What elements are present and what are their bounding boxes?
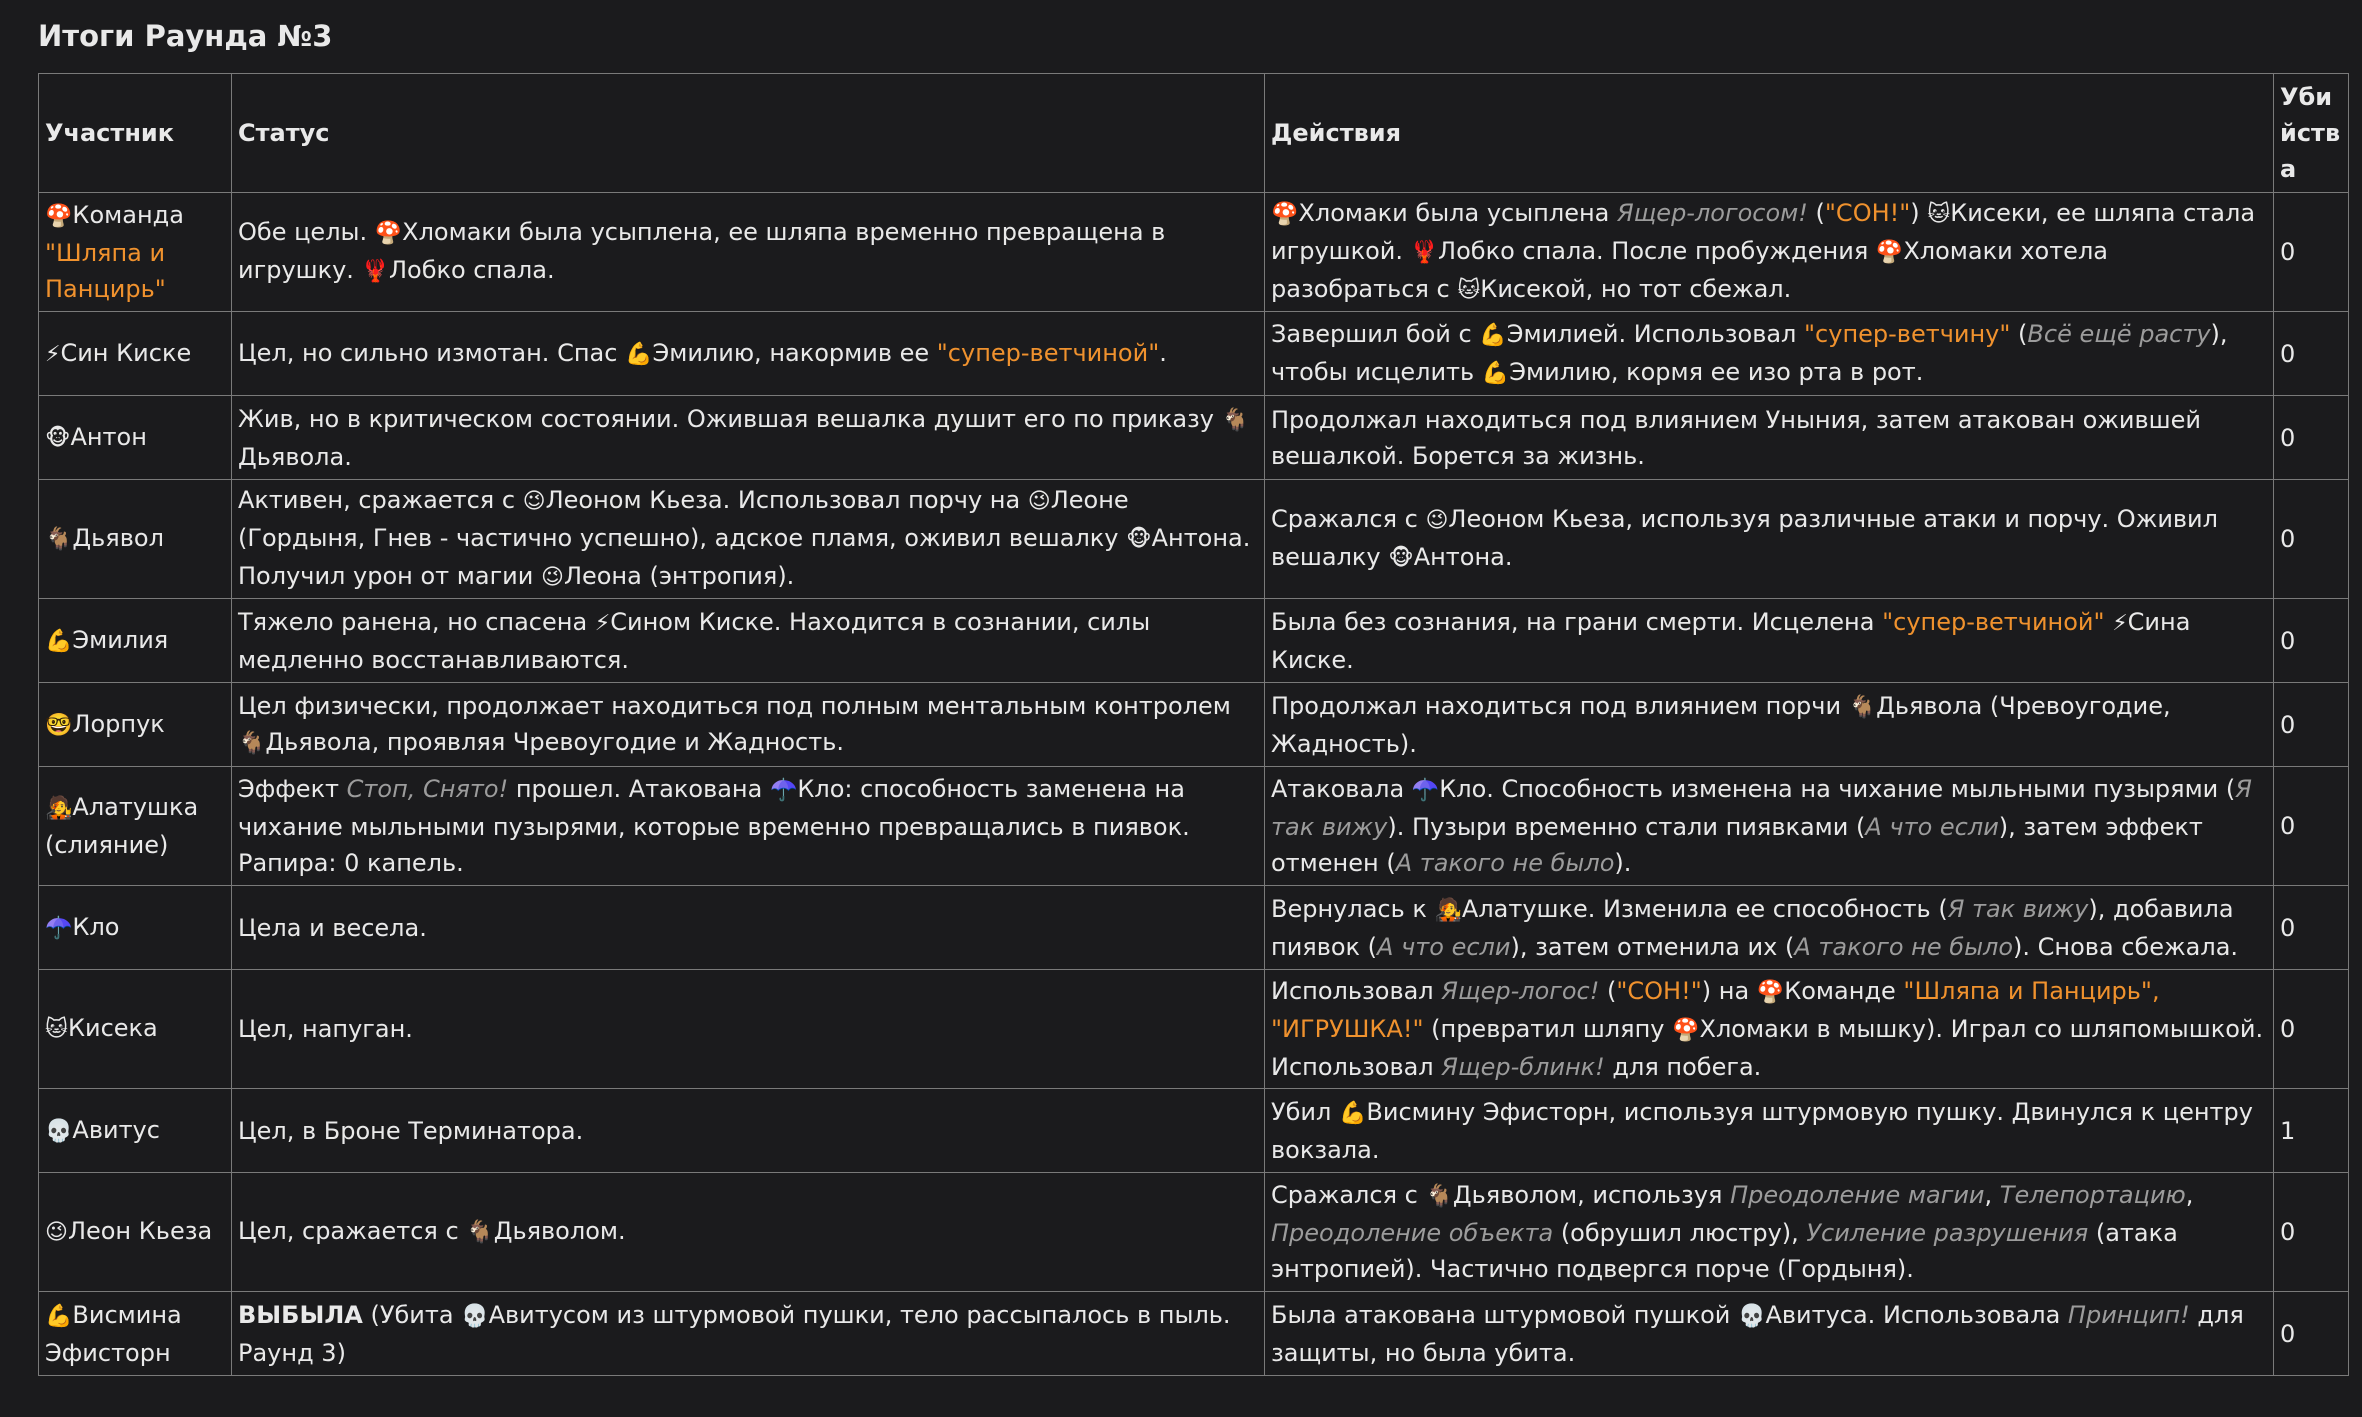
participant-cell: 🐐Дьявол (39, 480, 232, 599)
goat-icon: 🐐 (45, 527, 73, 552)
monkey-icon: 🐵 (1388, 546, 1414, 571)
participant-cell: ☂️Кло (39, 886, 232, 970)
actions-cell: Сражался с 😉Леоном Кьеза, используя различные атаки и порчу. Оживил вешалку 🐵Антона. (1265, 480, 2274, 599)
table-row (39, 599, 2349, 683)
kills-cell: 0 (2274, 396, 2349, 480)
status-cell: Обе целы. 🍄Хломаки была усыплена, ее шляпа временно превращена в игрушку. 🦞Лобко спала. (232, 193, 1265, 312)
participant-cell: 🤓Лорпук (39, 683, 232, 767)
participant-cell: 🐵Антон (39, 396, 232, 480)
table-row (39, 480, 2349, 599)
header-participant: Участник (39, 74, 232, 193)
kills-cell: 0 (2274, 970, 2349, 1089)
muscle-icon: 💪 (625, 341, 653, 367)
lightning-icon: ⚡ (594, 610, 611, 636)
mushroom-icon: 🍄 (374, 221, 403, 246)
ability-name: А такого не было (1794, 932, 2014, 961)
cat-icon: 🐱 (1457, 278, 1481, 303)
kills-cell: 0 (2274, 193, 2349, 312)
actions-cell: Использовал Ящер-логос! ("СОН!") на 🍄Команде "Шляпа и Панцирь", "ИГРУШКА!" (превратил шляпу 🍄Хломаки в мышку). Играл со шляпомышкой. Использовал Ящер-блинк! для побега. (1265, 970, 2274, 1089)
status-cell: Цел, сражается с 🐐Дьяволом. (232, 1173, 1265, 1292)
actions-cell: Атаковала ☂️Кло. Способность изменена на чихание мыльными пузырями (Я так вижу). Пузыри временно стали пиявками (А что если), затем эффект отменен (А такого не было). (1265, 767, 2274, 886)
mushroom-icon: 🍄 (1756, 980, 1785, 1005)
ability-name: А такого не было (1395, 849, 1615, 877)
status-cell: Жив, но в критическом состоянии. Ожившая вешалка душит его по приказу 🐐Дьявола. (232, 396, 1265, 480)
ability-name: Я так вижу (1271, 775, 2252, 841)
quote-highlight: "СОН!" (1616, 977, 1702, 1005)
table-row (39, 193, 2349, 312)
ability-name: Ящер-логосом! (1617, 199, 1808, 227)
ability-name: Преодоление магии (1730, 1181, 1985, 1209)
actions-cell: Завершил бой с 💪Эмилией. Использовал "супер-ветчину" (Всё ещё расту), чтобы исцелить 💪Эмилию, кормя ее изо рта в рот. (1265, 312, 2274, 396)
wink-icon: 😉 (541, 565, 564, 590)
cat-icon: 🐱 (1927, 202, 1951, 227)
kills-cell: 0 (2274, 683, 2349, 767)
ability-name: Всё ещё расту (2027, 319, 2211, 348)
muscle-icon: 💪 (1481, 360, 1510, 386)
team-name: "Шляпа и Панцирь" (45, 239, 166, 303)
table-row (39, 1173, 2349, 1292)
kills-cell: 0 (2274, 480, 2349, 599)
ability-name: Преодоление объекта (1271, 1219, 1554, 1247)
status-cell: Цел, напуган. (232, 970, 1265, 1089)
table-row (39, 886, 2349, 970)
wink-icon: 😉 (45, 1220, 68, 1245)
ability-name: Ящер-блинк! (1441, 1053, 1605, 1081)
monkey-icon: 🐵 (1126, 527, 1152, 552)
table-row (39, 1292, 2349, 1376)
status-cell: Цел, в Броне Терминатора. (232, 1089, 1265, 1173)
ability-name: Принцип! (2067, 1300, 2190, 1329)
participant-cell: 🍄Команда "Шляпа и Панцирь" (39, 193, 232, 312)
ability-name: А что если (1865, 813, 1999, 841)
mushroom-icon: 🍄 (45, 204, 73, 229)
participant-cell: 💪Висмина Эфисторн (39, 1292, 232, 1376)
kills-cell: 1 (2274, 1089, 2349, 1173)
wink-icon: 😉 (1027, 489, 1051, 514)
actions-cell: 🍄Хломаки была усыплена Ящер-логосом! ("СОН!") 🐱Кисеки, ее шляпа стала игрушкой. 🦞Лобко спала. После пробуждения 🍄Хломаки хотела разобраться с 🐱Кисекой, но тот сбежал. (1265, 193, 2274, 312)
table-row (39, 767, 2349, 886)
quote-highlight: "СОН!" (1824, 199, 1911, 227)
status-cell: Цела и весела. (232, 886, 1265, 970)
kills-cell: 0 (2274, 1292, 2349, 1376)
kills-cell: 0 (2274, 599, 2349, 683)
goat-icon: 🐐 (1425, 1184, 1453, 1209)
ability-name: Усиление разрушения (1806, 1219, 2089, 1247)
actions-cell: Продолжал находиться под влиянием порчи 🐐Дьявола (Чревоугодие, Жадность). (1265, 683, 2274, 767)
mushroom-icon: 🍄 (1875, 240, 1904, 265)
actions-cell: Убил 💪Висмину Эфисторн, используя штурмовую пушку. Двинулся к центру вокзала. (1265, 1089, 2274, 1173)
participant-cell: 🐱Кисека (39, 970, 232, 1089)
status-cell: Цел физически, продолжает находиться под полным ментальным контролем 🐐Дьявола, проявляя Чревоугодие и Жадность. (232, 683, 1265, 767)
lightning-icon: ⚡ (45, 341, 61, 367)
table-header-row (39, 74, 2349, 193)
ability-name: Стоп, Снято! (346, 775, 509, 803)
goat-icon: 🐐 (1848, 694, 1877, 720)
wink-icon: 😉 (522, 489, 546, 514)
actions-cell: Вернулась к 🧑‍🎤Алатушке. Изменила ее способность (Я так вижу), добавила пиявок (А что если), затем отменила их (А такого не было). Снова сбежала. (1265, 886, 2274, 970)
header-status: Статус (232, 74, 1265, 193)
goat-icon: 🐐 (466, 1220, 494, 1245)
muscle-icon: 💪 (1479, 322, 1507, 348)
cat-icon: 🐱 (45, 1017, 68, 1042)
mushroom-icon: 🍄 (1672, 1018, 1700, 1043)
participant-cell: 💀Авитус (39, 1089, 232, 1173)
quote-highlight: "Шляпа и Панцирь" (1903, 977, 2152, 1005)
monkey-icon: 🐵 (45, 425, 71, 451)
participant-cell: ⚡Син Киске (39, 312, 232, 396)
quote-highlight: "супер-ветчиной" (1882, 607, 2105, 636)
singer-icon: 🧑‍🎤 (1434, 897, 1462, 923)
participant-cell: 🧑‍🎤Алатушка (слияние) (39, 767, 232, 886)
kills-cell: 0 (2274, 312, 2349, 396)
participant-cell: 💪Эмилия (39, 599, 232, 683)
lobster-icon: 🦞 (1410, 240, 1439, 265)
ability-name: Ящер-логос! (1441, 977, 1600, 1005)
status-cell: Тяжело ранена, но спасена ⚡Сином Киске. Находится в сознании, силы медленно восстанавливаются. (232, 599, 1265, 683)
nerd-face-icon: 🤓 (45, 712, 73, 738)
quote-highlight: "супер-ветчиной" (936, 338, 1160, 367)
umbrella-icon: ☂️ (1411, 778, 1440, 803)
table-row (39, 970, 2349, 1089)
header-kills: Убийства (2274, 74, 2349, 193)
table-row (39, 1089, 2349, 1173)
kills-cell: 0 (2274, 886, 2349, 970)
actions-cell: Продолжал находиться под влиянием Уныния, затем атакован ожившей вешалкой. Борется за жизнь. (1265, 396, 2274, 480)
status-cell: ВЫБЫЛА (Убита 💀Авитусом из штурмовой пушки, тело рассыпалось в пыль. Раунд 3) (232, 1292, 1265, 1376)
ability-name: Телепортацию (1999, 1181, 2186, 1209)
eliminated-label: ВЫБЫЛА (238, 1300, 363, 1329)
ability-name: А что если (1377, 932, 1511, 961)
status-cell: Активен, сражается с 😉Леоном Кьеза. Использовал порчу на 😉Леоне (Гордыня, Гнев - частично успешно), адское пламя, оживил вешалку 🐵Антона. Получил урон от магии 😉Леона (энтропия). (232, 480, 1265, 599)
round-summary (38, 14, 2348, 1376)
table-row (39, 312, 2349, 396)
kills-cell: 0 (2274, 1173, 2349, 1292)
kills-cell: 0 (2274, 767, 2349, 886)
lobster-icon: 🦞 (361, 259, 389, 284)
skull-icon: 💀 (1738, 1303, 1766, 1329)
goat-icon: 🐐 (1221, 407, 1250, 433)
actions-cell: Была атакована штурмовой пушкой 💀Авитуса. Использовала Принцип! для защиты, но была убита. (1265, 1292, 2274, 1376)
status-cell: Цел, но сильно измотан. Спас 💪Эмилию, накормив ее "супер-ветчиной". (232, 312, 1265, 396)
skull-icon: 💀 (461, 1303, 489, 1329)
muscle-icon: 💪 (1339, 1100, 1367, 1126)
page-title: Итоги Раунда №3 (38, 19, 333, 53)
umbrella-icon: ☂️ (45, 915, 73, 941)
umbrella-icon: ☂️ (769, 778, 798, 803)
status-cell: Эффект Стоп, Снято! прошел. Атакована ☂️Кло: способность заменена на чихание мыльными пузырями, которые временно превращались в пиявок. Рапира: 0 капель. (232, 767, 1265, 886)
actions-cell: Сражался с 🐐Дьяволом, используя Преодоление магии, Телепортацию, Преодоление объекта (обрушил люстру), Усиление разрушения (атака энтропией). Частично подвергся порче (Гордыня). (1265, 1173, 2274, 1292)
muscle-icon: 💪 (45, 628, 73, 654)
quote-highlight: "супер-ветчину" (1804, 319, 2011, 348)
results-table (38, 73, 2349, 1376)
participant-cell: 😉Леон Кьеза (39, 1173, 232, 1292)
goat-icon: 🐐 (238, 730, 266, 756)
wink-icon: 😉 (1425, 508, 1449, 533)
ability-name: Я так вижу (1947, 894, 2089, 923)
actions-cell: Была без сознания, на грани смерти. Исцелена "супер-ветчиной" ⚡Сина Киске. (1265, 599, 2274, 683)
singer-icon: 🧑‍🎤 (45, 796, 73, 821)
table-row (39, 396, 2349, 480)
header-actions: Действия (1265, 74, 2274, 193)
lightning-icon: ⚡ (2112, 610, 2128, 636)
table-row (39, 683, 2349, 767)
muscle-icon: 💪 (45, 1303, 73, 1329)
quote-highlight: "ИГРУШКА!" (1271, 1015, 1424, 1043)
skull-icon: 💀 (45, 1118, 73, 1144)
mushroom-icon: 🍄 (1271, 202, 1299, 227)
